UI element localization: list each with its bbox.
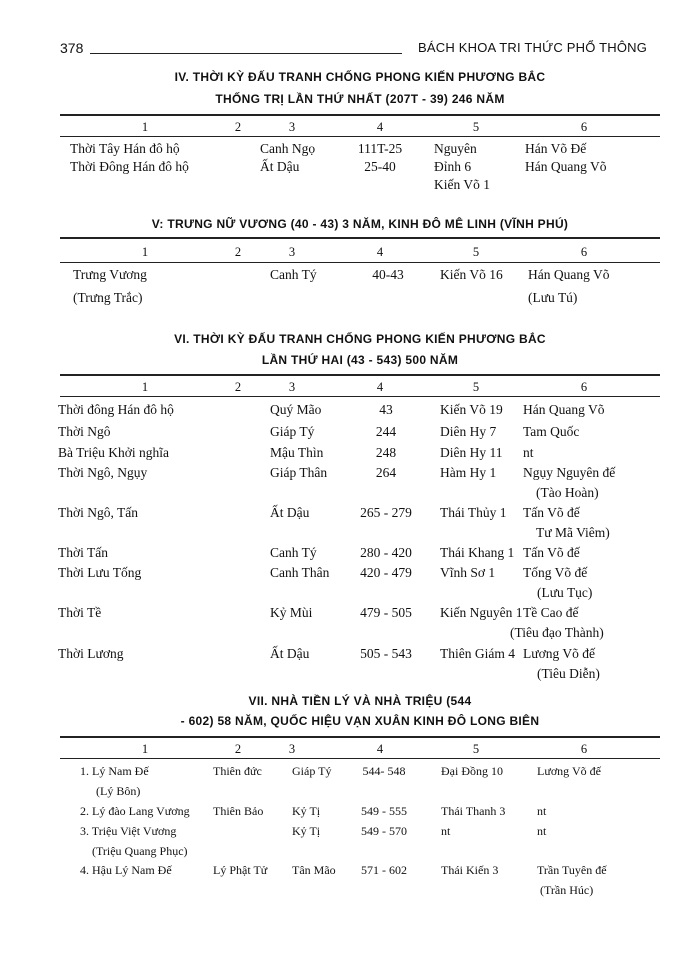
section5-header-rule	[60, 262, 660, 263]
section6-cell: Thời Ngô, Ngụy	[58, 465, 148, 480]
section5-cell: Canh Tý	[270, 267, 317, 282]
section6-cell: Tấn Võ đế	[523, 545, 580, 560]
section4-column-header: 3	[288, 120, 296, 134]
section6-cell: 505 - 543	[360, 646, 412, 661]
section4-top-rule	[60, 114, 660, 116]
section4-column-header: 1	[141, 120, 149, 134]
section6-cell: Thiên Giám 4	[440, 646, 515, 661]
page-number: 378	[60, 40, 84, 56]
section7-cell: Thiên đức	[213, 764, 262, 778]
header-rule	[90, 53, 402, 54]
section6-cell: Ất Dậu	[270, 505, 310, 520]
section7-cell: Kỷ Tị	[292, 824, 321, 838]
section6-cell: Canh Tý	[270, 545, 317, 560]
section7-header-rule	[60, 758, 660, 759]
section6-cell: Quý Mão	[270, 402, 322, 417]
section7-cell: (Lý Bôn)	[96, 784, 141, 798]
section6-cell: (Tiêu đạo Thành)	[510, 625, 604, 640]
section6-cell: 248	[375, 445, 397, 460]
section6-cell: Tam Quốc	[523, 424, 580, 439]
section6-cell: Giáp Thân	[270, 465, 328, 480]
section6-cell: Kiến Võ 19	[440, 402, 503, 417]
section6-cell: Tống Võ đế	[523, 565, 588, 580]
section7-cell: 3. Triệu Việt Vương	[80, 824, 177, 838]
section4-cell: 25-40	[364, 159, 396, 174]
section6-cell: Kỷ Mùi	[270, 605, 313, 620]
section7-cell: nt	[441, 824, 451, 838]
section7-top-rule	[60, 736, 660, 738]
section6-column-header: 5	[472, 380, 480, 394]
section6-cell: nt	[523, 445, 534, 460]
section5-title: V: TRƯNG NỮ VƯƠNG (40 - 43) 3 NĂM, KINH ĐÔ MÊ LINH (VĨNH PHÚ)	[151, 217, 569, 231]
section6-cell: Thái Khang 1	[440, 545, 515, 560]
section5-cell: (Trưng Trắc)	[73, 290, 143, 305]
section6-cell: 264	[375, 465, 397, 480]
section7-cell: Kỷ Tị	[292, 804, 321, 818]
section5-column-header: 3	[288, 245, 296, 259]
section5-cell: Trưng Vương	[73, 267, 147, 282]
section7-cell: 571 - 602	[361, 863, 407, 877]
section6-cell: Hàm Hy 1	[440, 465, 497, 480]
section6-cell: Thời Tề	[58, 605, 102, 620]
section6-cell: Canh Thân	[270, 565, 330, 580]
section4-column-header: 4	[376, 120, 384, 134]
section4-cell: Nguyên	[434, 141, 477, 156]
section6-cell: Lương Võ đế	[523, 646, 595, 661]
section6-cell: Kiến Nguyên 1	[440, 605, 523, 620]
section5-cell: (Lưu Tú)	[528, 290, 578, 305]
section7-cell: Đại Đồng 10	[441, 764, 503, 778]
section6-cell: Thời Ngô	[58, 424, 111, 439]
section7-column-header: 3	[288, 742, 296, 756]
section7-cell: nt	[537, 824, 547, 838]
section6-cell: 244	[375, 424, 397, 439]
section6-cell: Tấn Võ đế	[523, 505, 580, 520]
section5-cell: Hán Quang Võ	[528, 267, 610, 282]
section7-cell: Lý Phật Tử	[213, 863, 268, 877]
section7-title: VII. NHÀ TIỀN LÝ VÀ NHÀ TRIỆU (544	[248, 694, 472, 708]
section7-column-header: 4	[376, 742, 384, 756]
section7-cell: 4. Hậu Lý Nam Đế	[80, 863, 172, 877]
section4-cell: Thời Tây Hán đô hộ	[70, 141, 180, 156]
section6-column-header: 1	[141, 380, 149, 394]
section5-column-header: 1	[141, 245, 149, 259]
section4-cell: Hán Võ Đế	[525, 141, 587, 156]
section5-column-header: 6	[580, 245, 588, 259]
section6-cell: (Lưu Tục)	[537, 585, 593, 600]
section7-cell: (Trần Húc)	[540, 883, 594, 897]
section5-top-rule	[60, 237, 660, 239]
section6-cell: Giáp Tý	[270, 424, 315, 439]
section4-cell: Hán Quang Võ	[525, 159, 607, 174]
section5-column-header: 5	[472, 245, 480, 259]
section7-cell: 549 - 555	[361, 804, 407, 818]
section6-cell: Vĩnh Sơ 1	[440, 565, 496, 580]
section4-column-header: 5	[472, 120, 480, 134]
section4-cell: Đỉnh 6	[434, 159, 472, 174]
section6-cell: (Tào Hoàn)	[536, 485, 599, 500]
section7-column-header: 5	[472, 742, 480, 756]
section4-cell: Ất Dậu	[260, 159, 300, 174]
section6-cell: Bà Triệu Khởi nghĩa	[58, 445, 170, 460]
section7-cell: Thái Kiến 3	[441, 863, 499, 877]
section7-cell: nt	[537, 804, 547, 818]
section7-cell: Thiên Bảo	[213, 804, 264, 818]
section6-column-header: 3	[288, 380, 296, 394]
section7-cell: Lương Võ đế	[537, 764, 601, 778]
section5-column-header: 4	[376, 245, 384, 259]
section4-cell: 111T-25	[357, 141, 403, 156]
section4-cell: Kiến Võ 1	[434, 177, 490, 192]
section4-header-rule	[60, 136, 660, 137]
section4-cell: Thời Đông Hán đô hộ	[70, 159, 189, 174]
section6-cell: Hán Quang Võ	[523, 402, 605, 417]
section6-cell: Tư Mã Viêm)	[536, 525, 610, 540]
section6-cell: Diên Hy 11	[440, 445, 503, 460]
section6-column-header: 4	[376, 380, 384, 394]
section6-cell: Thời Lương	[58, 646, 124, 661]
section6-cell: Thời Lưu Tống	[58, 565, 142, 580]
section4-title: THỐNG TRỊ LẦN THỨ NHẤT (207T - 39) 246 NĂM	[215, 92, 505, 106]
section5-cell: 40-43	[372, 267, 404, 282]
section7-cell: Thái Thanh 3	[441, 804, 506, 818]
section4-column-header: 6	[580, 120, 588, 134]
section6-title: VI. THỜI KỲ ĐẤU TRANH CHỐNG PHONG KIẾN PHƯƠNG BẮC	[174, 332, 546, 346]
section6-cell: 420 - 479	[360, 565, 412, 580]
section6-cell: 43	[379, 402, 393, 417]
section5-cell: Kiến Võ 16	[440, 267, 503, 282]
section7-cell: Trần Tuyên đế	[537, 863, 607, 877]
section6-cell: Ngụy Nguyên đế	[523, 465, 616, 480]
section7-cell: 2. Lý đào Lang Vương	[80, 804, 190, 818]
section7-cell: 549 - 570	[361, 824, 407, 838]
section5-column-header: 2	[234, 245, 242, 259]
section6-column-header: 6	[580, 380, 588, 394]
section6-cell: Ất Dậu	[270, 646, 310, 661]
section7-cell: 544- 548	[362, 764, 406, 778]
section4-column-header: 2	[234, 120, 242, 134]
section7-cell: 1. Lý Nam Đế	[80, 764, 149, 778]
section6-cell: Thời Ngô, Tấn	[58, 505, 139, 520]
section7-column-header: 1	[141, 742, 149, 756]
section4-title: IV. THỜI KỲ ĐẤU TRANH CHỐNG PHONG KIẾN PHƯƠNG BẮC	[174, 70, 546, 84]
section4-cell: Canh Ngọ	[260, 141, 316, 156]
section6-cell: Mậu Thìn	[270, 445, 324, 460]
section6-cell: Thời đông Hán đô hộ	[58, 402, 174, 417]
section6-title: LẦN THỨ HAI (43 - 543) 500 NĂM	[261, 353, 459, 367]
section6-header-rule	[60, 396, 660, 397]
section6-cell: 479 - 505	[360, 605, 412, 620]
running-title: BÁCH KHOA TRI THỨC PHỔ THÔNG	[418, 40, 648, 55]
section6-cell: Tề Cao đế	[523, 605, 579, 620]
section6-cell: 265 - 279	[360, 505, 412, 520]
section6-cell: Thái Thủy 1	[440, 505, 507, 520]
section7-cell: (Triệu Quang Phục)	[92, 844, 188, 858]
section7-title: - 602) 58 NĂM, QUỐC HIỆU VẠN XUÂN KINH ĐÔ LONG BIÊN	[180, 714, 540, 728]
section6-cell: (Tiêu Diễn)	[537, 666, 600, 681]
section6-column-header: 2	[234, 380, 242, 394]
section6-cell: Thời Tấn	[58, 545, 109, 560]
section7-cell: Tân Mão	[292, 863, 336, 877]
section6-top-rule	[60, 374, 660, 376]
section6-cell: Diên Hy 7	[440, 424, 497, 439]
section7-column-header: 6	[580, 742, 588, 756]
section7-cell: Giáp Tý	[292, 764, 332, 778]
section7-column-header: 2	[234, 742, 242, 756]
section6-cell: 280 - 420	[360, 545, 412, 560]
